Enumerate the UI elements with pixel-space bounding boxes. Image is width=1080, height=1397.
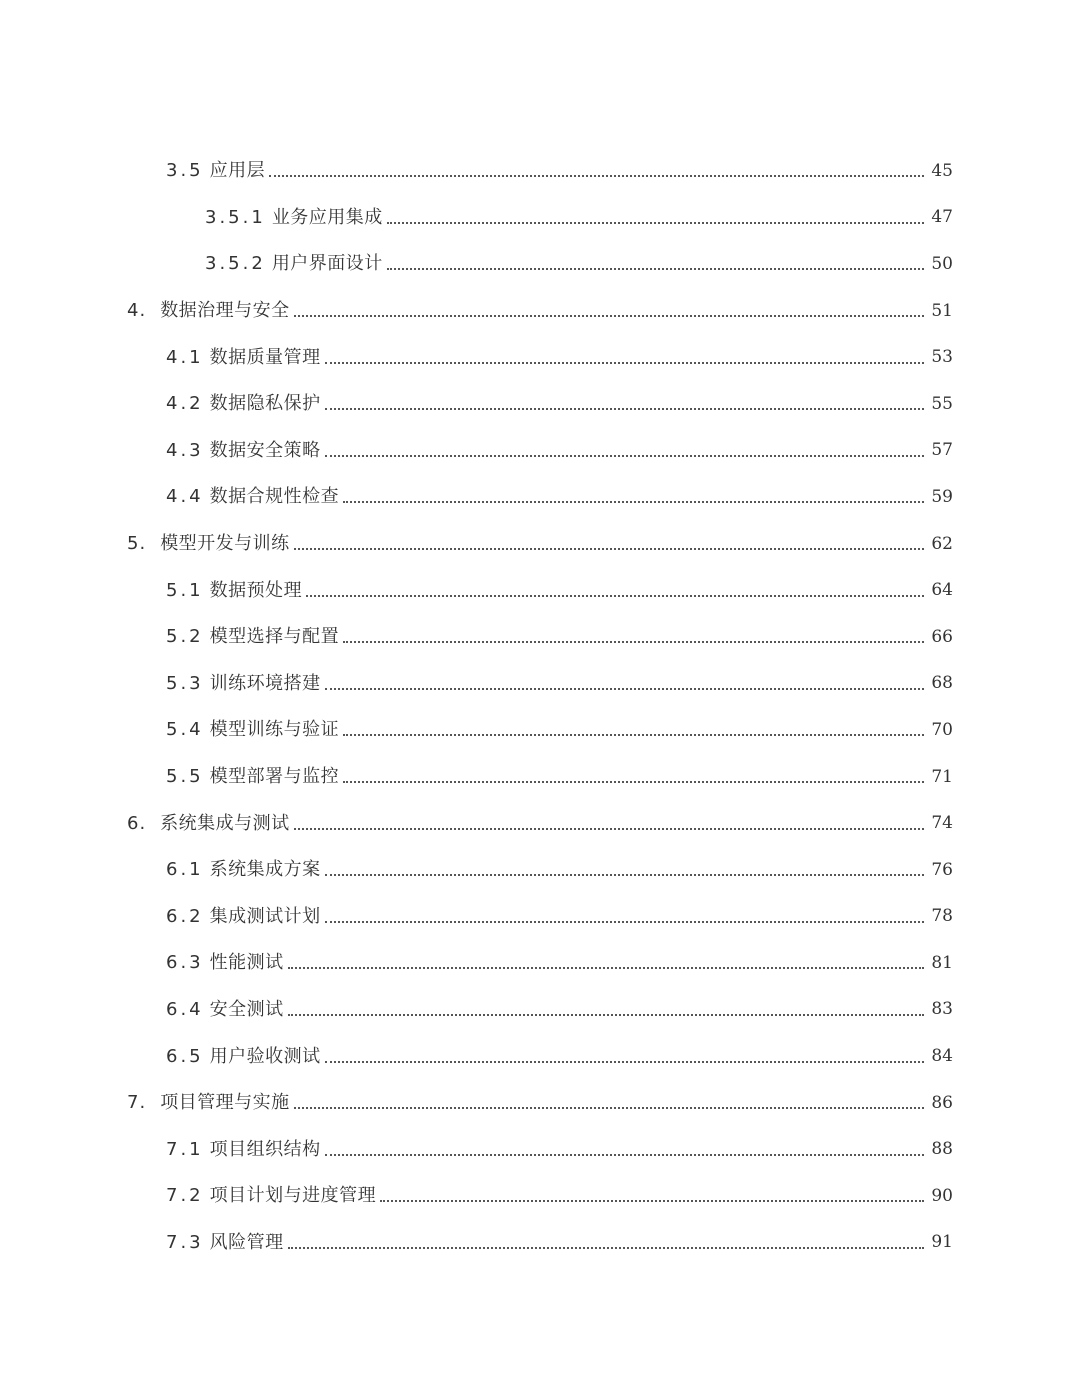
toc-entry-page-number: 53	[931, 347, 953, 368]
toc-entry[interactable]	[0, 800, 1080, 847]
toc-entry-number: 5.3	[166, 672, 204, 694]
toc-entry-title: 用户界面设计	[271, 253, 383, 275]
toc-entry-number: 5.5	[166, 766, 204, 788]
toc-dot-leader	[325, 1061, 924, 1063]
toc-entry-number: 5.1	[166, 579, 204, 601]
toc-entry-page-number: 84	[931, 1046, 953, 1067]
toc-entry-title: 项目组织结构	[209, 1138, 321, 1160]
toc-entry-title: 数据隐私保护	[209, 393, 321, 415]
toc-dot-leader	[288, 967, 924, 969]
toc-entry-number: 3.5	[166, 160, 204, 182]
toc-entry-page-number: 47	[931, 207, 953, 228]
toc-entry-number: 7.2	[166, 1185, 204, 1207]
toc-dot-leader	[343, 501, 924, 503]
toc-entry-title: 应用层	[209, 160, 266, 182]
toc-entry-title: 系统集成方案	[209, 859, 321, 881]
toc-dot-leader	[269, 175, 924, 177]
toc-entry-page-number: 70	[931, 719, 953, 740]
toc-entry-page-number: 90	[931, 1185, 953, 1206]
toc-entry-page-number: 86	[931, 1092, 953, 1113]
toc-entry-page-number: 91	[931, 1232, 953, 1253]
toc-entry-number: 3.5.2	[205, 253, 266, 275]
toc-entry-page-number: 78	[931, 906, 953, 927]
toc-entry-number: 7.3	[166, 1231, 204, 1253]
toc-entry-page-number: 88	[931, 1139, 953, 1160]
toc-entry-page-number: 62	[931, 533, 953, 554]
toc-entry-number: 6.2	[166, 905, 204, 927]
table-of-contents	[0, 148, 1080, 1266]
toc-entry[interactable]	[0, 707, 1080, 754]
toc-entry[interactable]	[0, 474, 1080, 521]
toc-entry-number: 4.4	[166, 486, 204, 508]
toc-dot-leader	[343, 734, 924, 736]
toc-entry-title: 数据治理与安全	[160, 300, 290, 322]
toc-entry-number: 6.5	[166, 1045, 204, 1067]
toc-entry[interactable]	[0, 1173, 1080, 1220]
toc-entry-number: 4.	[127, 300, 147, 322]
toc-entry[interactable]	[0, 288, 1080, 335]
toc-entry-title: 模型部署与监控	[209, 766, 340, 788]
toc-entry-page-number: 59	[931, 486, 953, 507]
toc-dot-leader	[288, 1247, 924, 1249]
toc-entry-page-number: 71	[931, 766, 953, 787]
toc-entry[interactable]	[0, 567, 1080, 614]
toc-entry-number: 5.	[127, 533, 147, 555]
toc-entry-title: 用户验收测试	[209, 1045, 321, 1067]
toc-entry[interactable]	[0, 940, 1080, 987]
toc-entry-number: 6.1	[166, 859, 204, 881]
toc-entry-title: 业务应用集成	[271, 206, 383, 228]
toc-entry-title: 安全测试	[209, 998, 284, 1020]
toc-entry[interactable]	[0, 334, 1080, 381]
toc-dot-leader	[294, 828, 924, 830]
toc-entry-page-number: 57	[931, 440, 953, 461]
toc-entry[interactable]	[0, 195, 1080, 242]
toc-entry-title: 模型训练与验证	[209, 719, 340, 741]
toc-entry[interactable]	[0, 428, 1080, 475]
toc-entry-title: 模型选择与配置	[209, 626, 340, 648]
toc-entry-number: 7.	[127, 1092, 147, 1114]
toc-entry-number: 6.4	[166, 998, 204, 1020]
toc-entry-number: 4.1	[166, 346, 204, 368]
toc-entry-title: 数据安全策略	[209, 439, 321, 461]
toc-entry-title: 性能测试	[209, 952, 284, 974]
toc-entry-page-number: 81	[931, 952, 953, 973]
toc-dot-leader	[325, 921, 924, 923]
toc-entry-title: 模型开发与训练	[160, 533, 290, 555]
toc-entry[interactable]	[0, 754, 1080, 801]
toc-dot-leader	[343, 781, 924, 783]
toc-entry[interactable]	[0, 381, 1080, 428]
toc-entry-title: 集成测试计划	[209, 905, 321, 927]
toc-entry[interactable]	[0, 894, 1080, 941]
toc-entry-title: 数据合规性检查	[209, 486, 340, 508]
toc-entry-title: 系统集成与测试	[160, 812, 290, 834]
toc-entry[interactable]	[0, 661, 1080, 708]
toc-dot-leader	[387, 222, 924, 224]
toc-entry[interactable]	[0, 987, 1080, 1034]
toc-entry-title: 数据质量管理	[209, 346, 321, 368]
toc-entry[interactable]	[0, 1033, 1080, 1080]
toc-entry[interactable]	[0, 1220, 1080, 1267]
toc-entry[interactable]	[0, 148, 1080, 195]
toc-dot-leader	[294, 548, 924, 550]
toc-entry-number: 4.2	[166, 393, 204, 415]
toc-dot-leader	[325, 874, 924, 876]
toc-dot-leader	[294, 1107, 924, 1109]
toc-entry-number: 4.3	[166, 439, 204, 461]
toc-entry-title: 风险管理	[209, 1231, 284, 1253]
toc-entry-title: 训练环境搭建	[209, 672, 321, 694]
toc-entry-page-number: 66	[931, 626, 953, 647]
toc-entry-page-number: 64	[931, 580, 953, 601]
toc-dot-leader	[325, 362, 924, 364]
toc-dot-leader	[288, 1014, 924, 1016]
toc-entry[interactable]	[0, 1080, 1080, 1127]
toc-entry[interactable]	[0, 1126, 1080, 1173]
toc-dot-leader	[343, 641, 924, 643]
toc-dot-leader	[325, 408, 924, 410]
toc-dot-leader	[306, 595, 924, 597]
toc-entry-number: 6.	[127, 812, 147, 834]
toc-dot-leader	[325, 1154, 924, 1156]
toc-entry[interactable]	[0, 241, 1080, 288]
toc-entry[interactable]	[0, 614, 1080, 661]
toc-dot-leader	[325, 688, 924, 690]
toc-entry-number: 6.3	[166, 952, 204, 974]
toc-entry-page-number: 55	[931, 393, 953, 414]
toc-entry-page-number: 51	[931, 300, 953, 321]
toc-entry-page-number: 83	[931, 999, 953, 1020]
toc-dot-leader	[325, 455, 924, 457]
toc-entry-title: 项目管理与实施	[160, 1092, 290, 1114]
toc-entry-number: 3.5.1	[205, 206, 266, 228]
toc-entry-title: 项目计划与进度管理	[209, 1185, 377, 1207]
toc-dot-leader	[387, 268, 924, 270]
toc-entry[interactable]	[0, 847, 1080, 894]
toc-dot-leader	[380, 1200, 924, 1202]
toc-entry-number: 5.2	[166, 626, 204, 648]
toc-entry-number: 7.1	[166, 1138, 204, 1160]
toc-entry-page-number: 50	[931, 253, 953, 274]
toc-entry-page-number: 45	[931, 160, 953, 181]
toc-entry-page-number: 76	[931, 859, 953, 880]
toc-dot-leader	[294, 315, 924, 317]
toc-entry-title: 数据预处理	[209, 579, 303, 601]
toc-entry-page-number: 74	[931, 813, 953, 834]
toc-entry-page-number: 68	[931, 673, 953, 694]
toc-entry-number: 5.4	[166, 719, 204, 741]
toc-entry[interactable]	[0, 521, 1080, 568]
